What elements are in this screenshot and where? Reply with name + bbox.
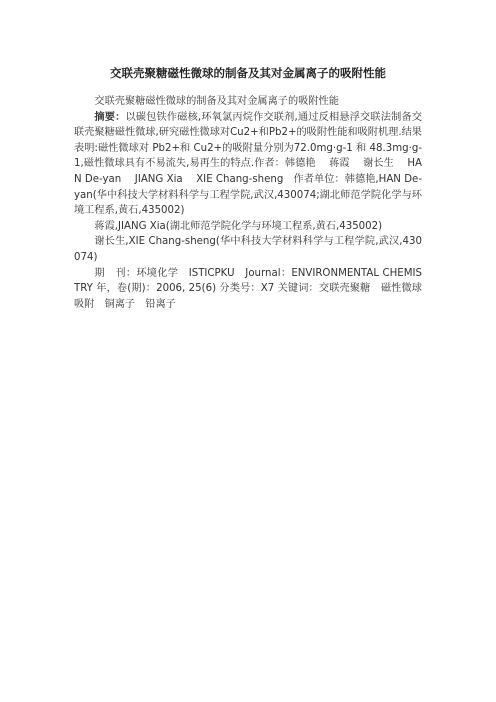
journal-info-paragraph: 期 刊：环境化学 ISTICPKU Journal：ENVIRONMENTAL CHEMISTRY 年，卷(期)：2006, 25(6) 分类号：X7 关键词：交联壳聚糖 磁性微球 吸附 铜离子 铅离子 — [74, 267, 433, 310]
document-body — [74, 94, 433, 312]
abstract-paragraph — [74, 110, 422, 219]
abstract-text: 以碳包铁作磁核,环氧氯丙烷作交联剂,通过反相悬浮交联法制备交联壳聚糖磁性微球,研究磁性微球对Cu2+和Pb2+的吸附性能和吸附机理.结果表明:磁性微球对 Pb2+和 Cu2+的吸附量分别为72.0mg·g-1 和 48.3mg·g-1,磁性微球具有不易流失,易再生的特点.作者：韩德艳 蒋霞 谢长生 HAN De-yan JIANG Xia XIE Chang-sheng 作者单位：韩德艳,HAN De-yan(华中科技大学材料科学与工程学院,武汉,430074;湖北师范学院化学与环境工程系,黄石,435002) — [74, 111, 422, 217]
abstract-label: 摘要： — [94, 111, 126, 123]
affiliation-paragraph-3: 谢长生,XIE Chang-sheng(华中科技大学材料科学与工程学院,武汉,430074) — [74, 236, 422, 263]
document-title: 交联壳聚糖磁性微球的制备及其对金属离子的吸附性能 — [110, 66, 386, 80]
affiliation-paragraph-2: 蒋霞,JIANG Xia(湖北师范学院化学与环境工程系,黄石,435002) — [94, 220, 383, 232]
subtitle-paragraph: 交联壳聚糖磁性微球的制备及其对金属离子的吸附性能 — [94, 96, 339, 107]
